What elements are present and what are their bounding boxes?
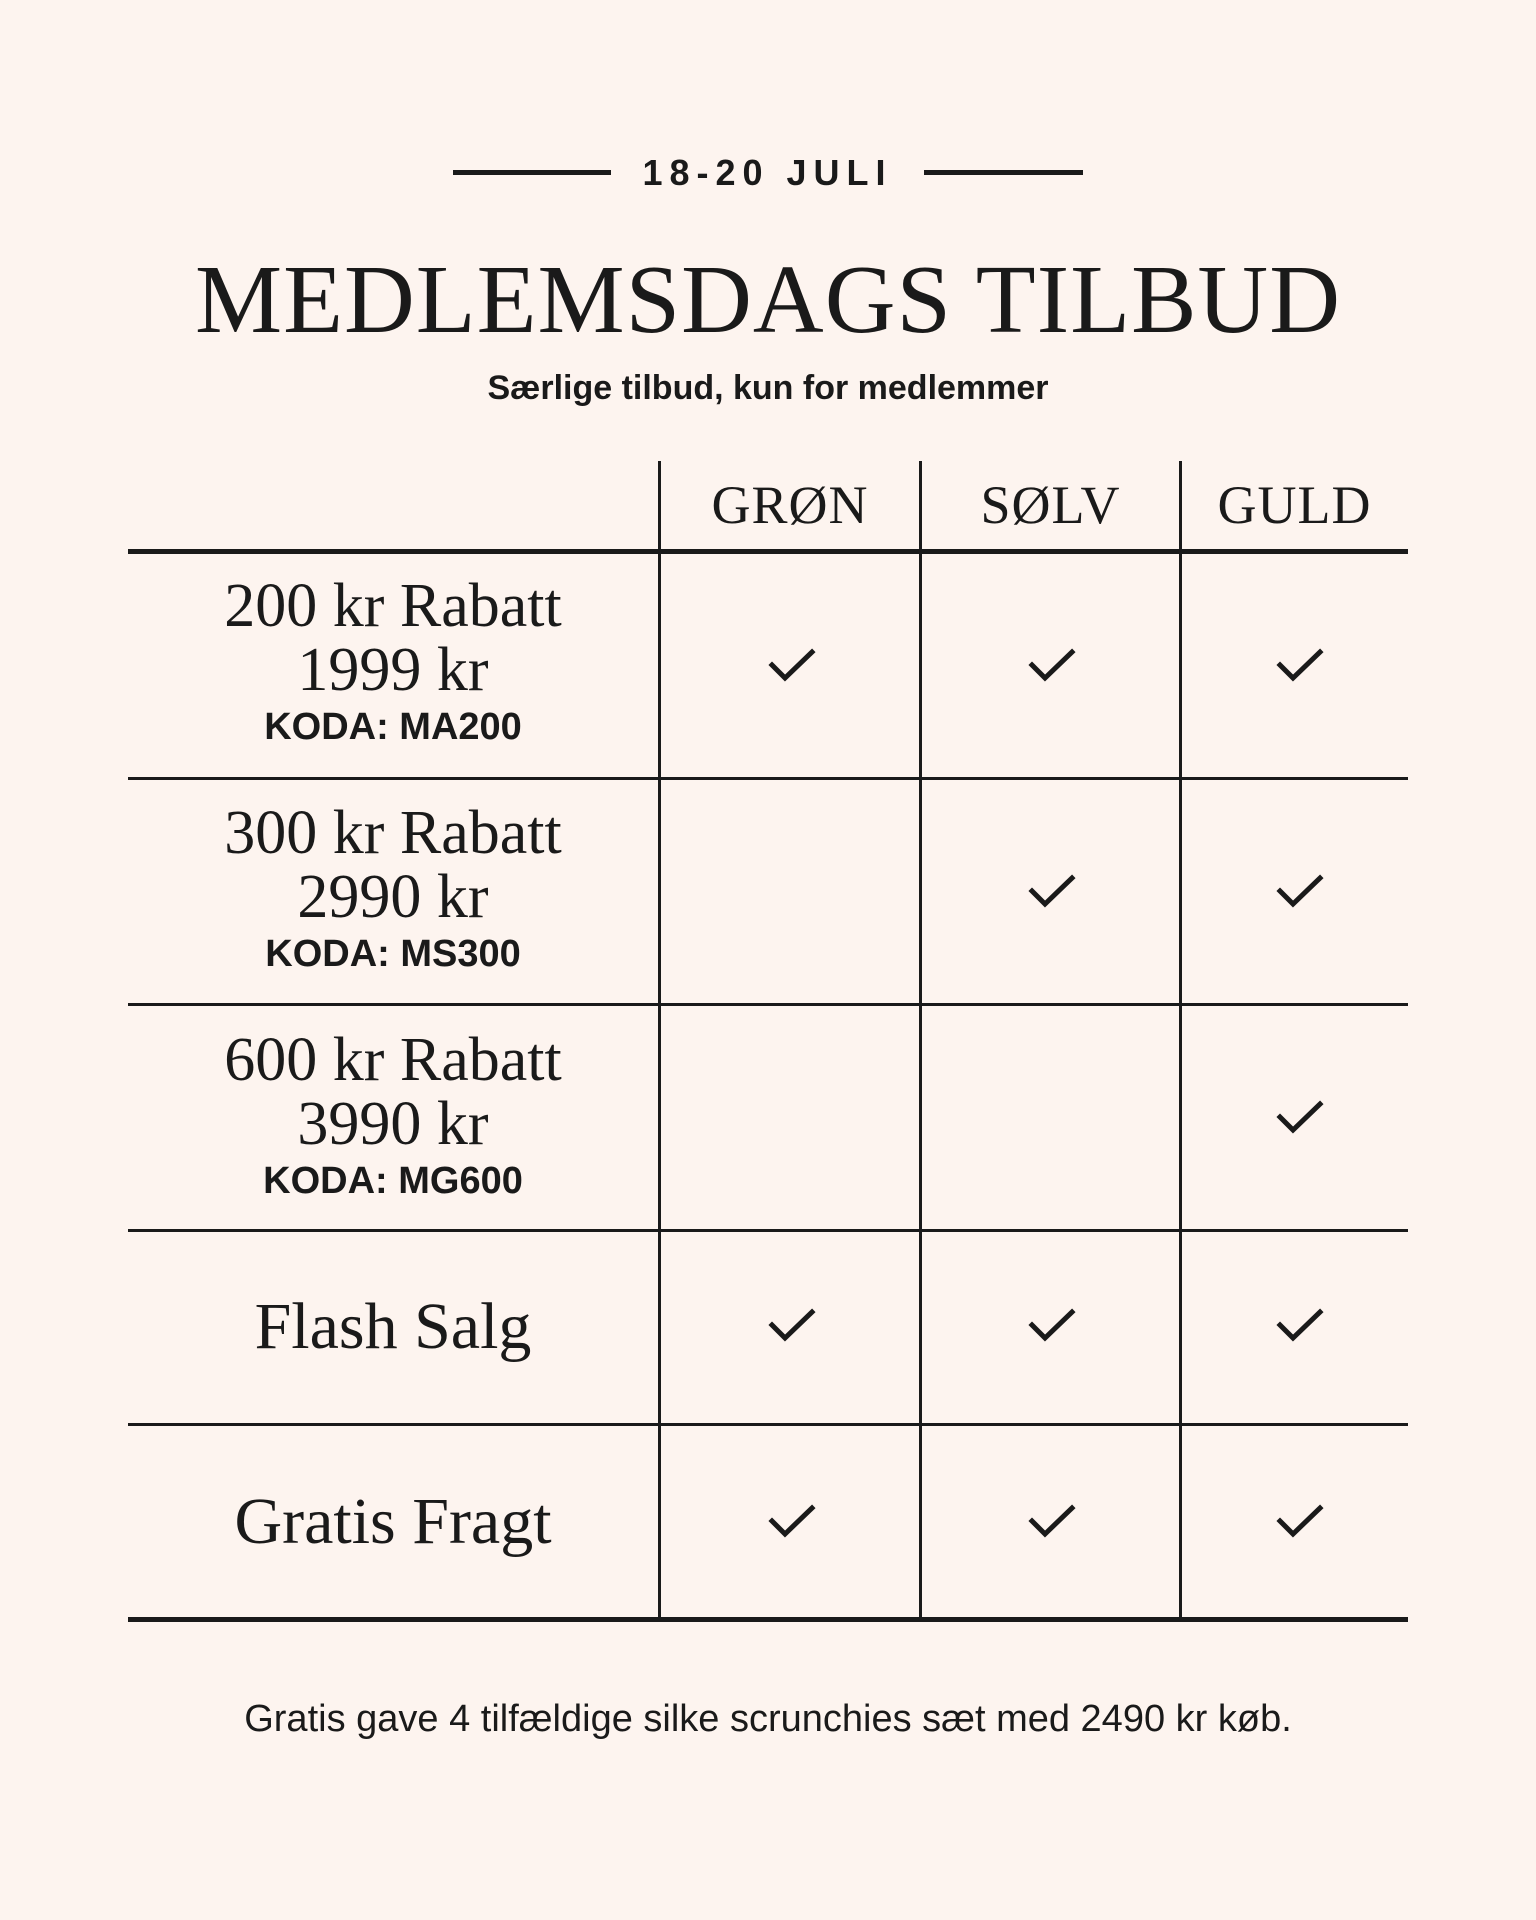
check-icon [1276,874,1324,910]
offer-cell-mg600 [128,1028,658,1204]
check-icon [1028,648,1076,684]
offer-cell-ms300 [128,801,658,977]
check-icon [1276,1308,1324,1344]
row-divider [128,1229,1408,1232]
footer-note: Gratis gave 4 tilfældige silke scrunchies sæt med 2490 kr køb. [244,1698,1292,1740]
offer-discount: 200 kr Rabatt [224,572,562,640]
check-icon [1028,874,1076,910]
offer-price: 1999 kr [297,636,489,704]
tier-header-gron: GRØN [711,475,869,535]
check-icon [768,1308,816,1344]
offer-title: Gratis Fragt [234,1485,552,1558]
row-divider [128,1423,1408,1426]
check-icon [1276,1100,1324,1136]
date-rule-left [453,170,611,175]
offer-code: KODA: MS300 [265,933,521,975]
check-icon [1276,1504,1324,1540]
date-text: 18-20 JULI [642,152,893,193]
table-bottom-rule [128,1617,1408,1622]
column-divider [658,461,661,1621]
offer-code: KODA: MG600 [263,1160,523,1202]
offer-discount: 300 kr Rabatt [224,799,562,867]
offer-cell-flash-salg [128,1287,658,1367]
check-icon [1028,1504,1076,1540]
offer-price: 3990 kr [297,1090,489,1158]
page-title: MEDLEMSDAGS TILBUD [195,246,1341,354]
offer-title: Flash Salg [254,1290,532,1363]
column-divider [1179,461,1182,1621]
check-icon [1276,648,1324,684]
offer-cell-gratis-fragt [128,1482,658,1562]
tier-header-solv: SØLV [980,475,1121,535]
date-rule-right [924,170,1083,175]
offer-price: 2990 kr [297,863,489,931]
page-subtitle: Særlige tilbud, kun for medlemmer [487,369,1049,407]
offer-cell-ma200 [128,574,658,750]
check-icon [768,648,816,684]
row-divider [128,777,1408,780]
column-divider [919,461,922,1621]
table-header-rule [128,549,1408,554]
row-divider [128,1003,1408,1006]
tier-header-guld: GULD [1217,475,1372,535]
check-icon [1028,1308,1076,1344]
offer-code: KODA: MA200 [264,706,522,748]
date-banner [0,148,1536,198]
check-icon [768,1504,816,1540]
offer-discount: 600 kr Rabatt [224,1026,562,1094]
